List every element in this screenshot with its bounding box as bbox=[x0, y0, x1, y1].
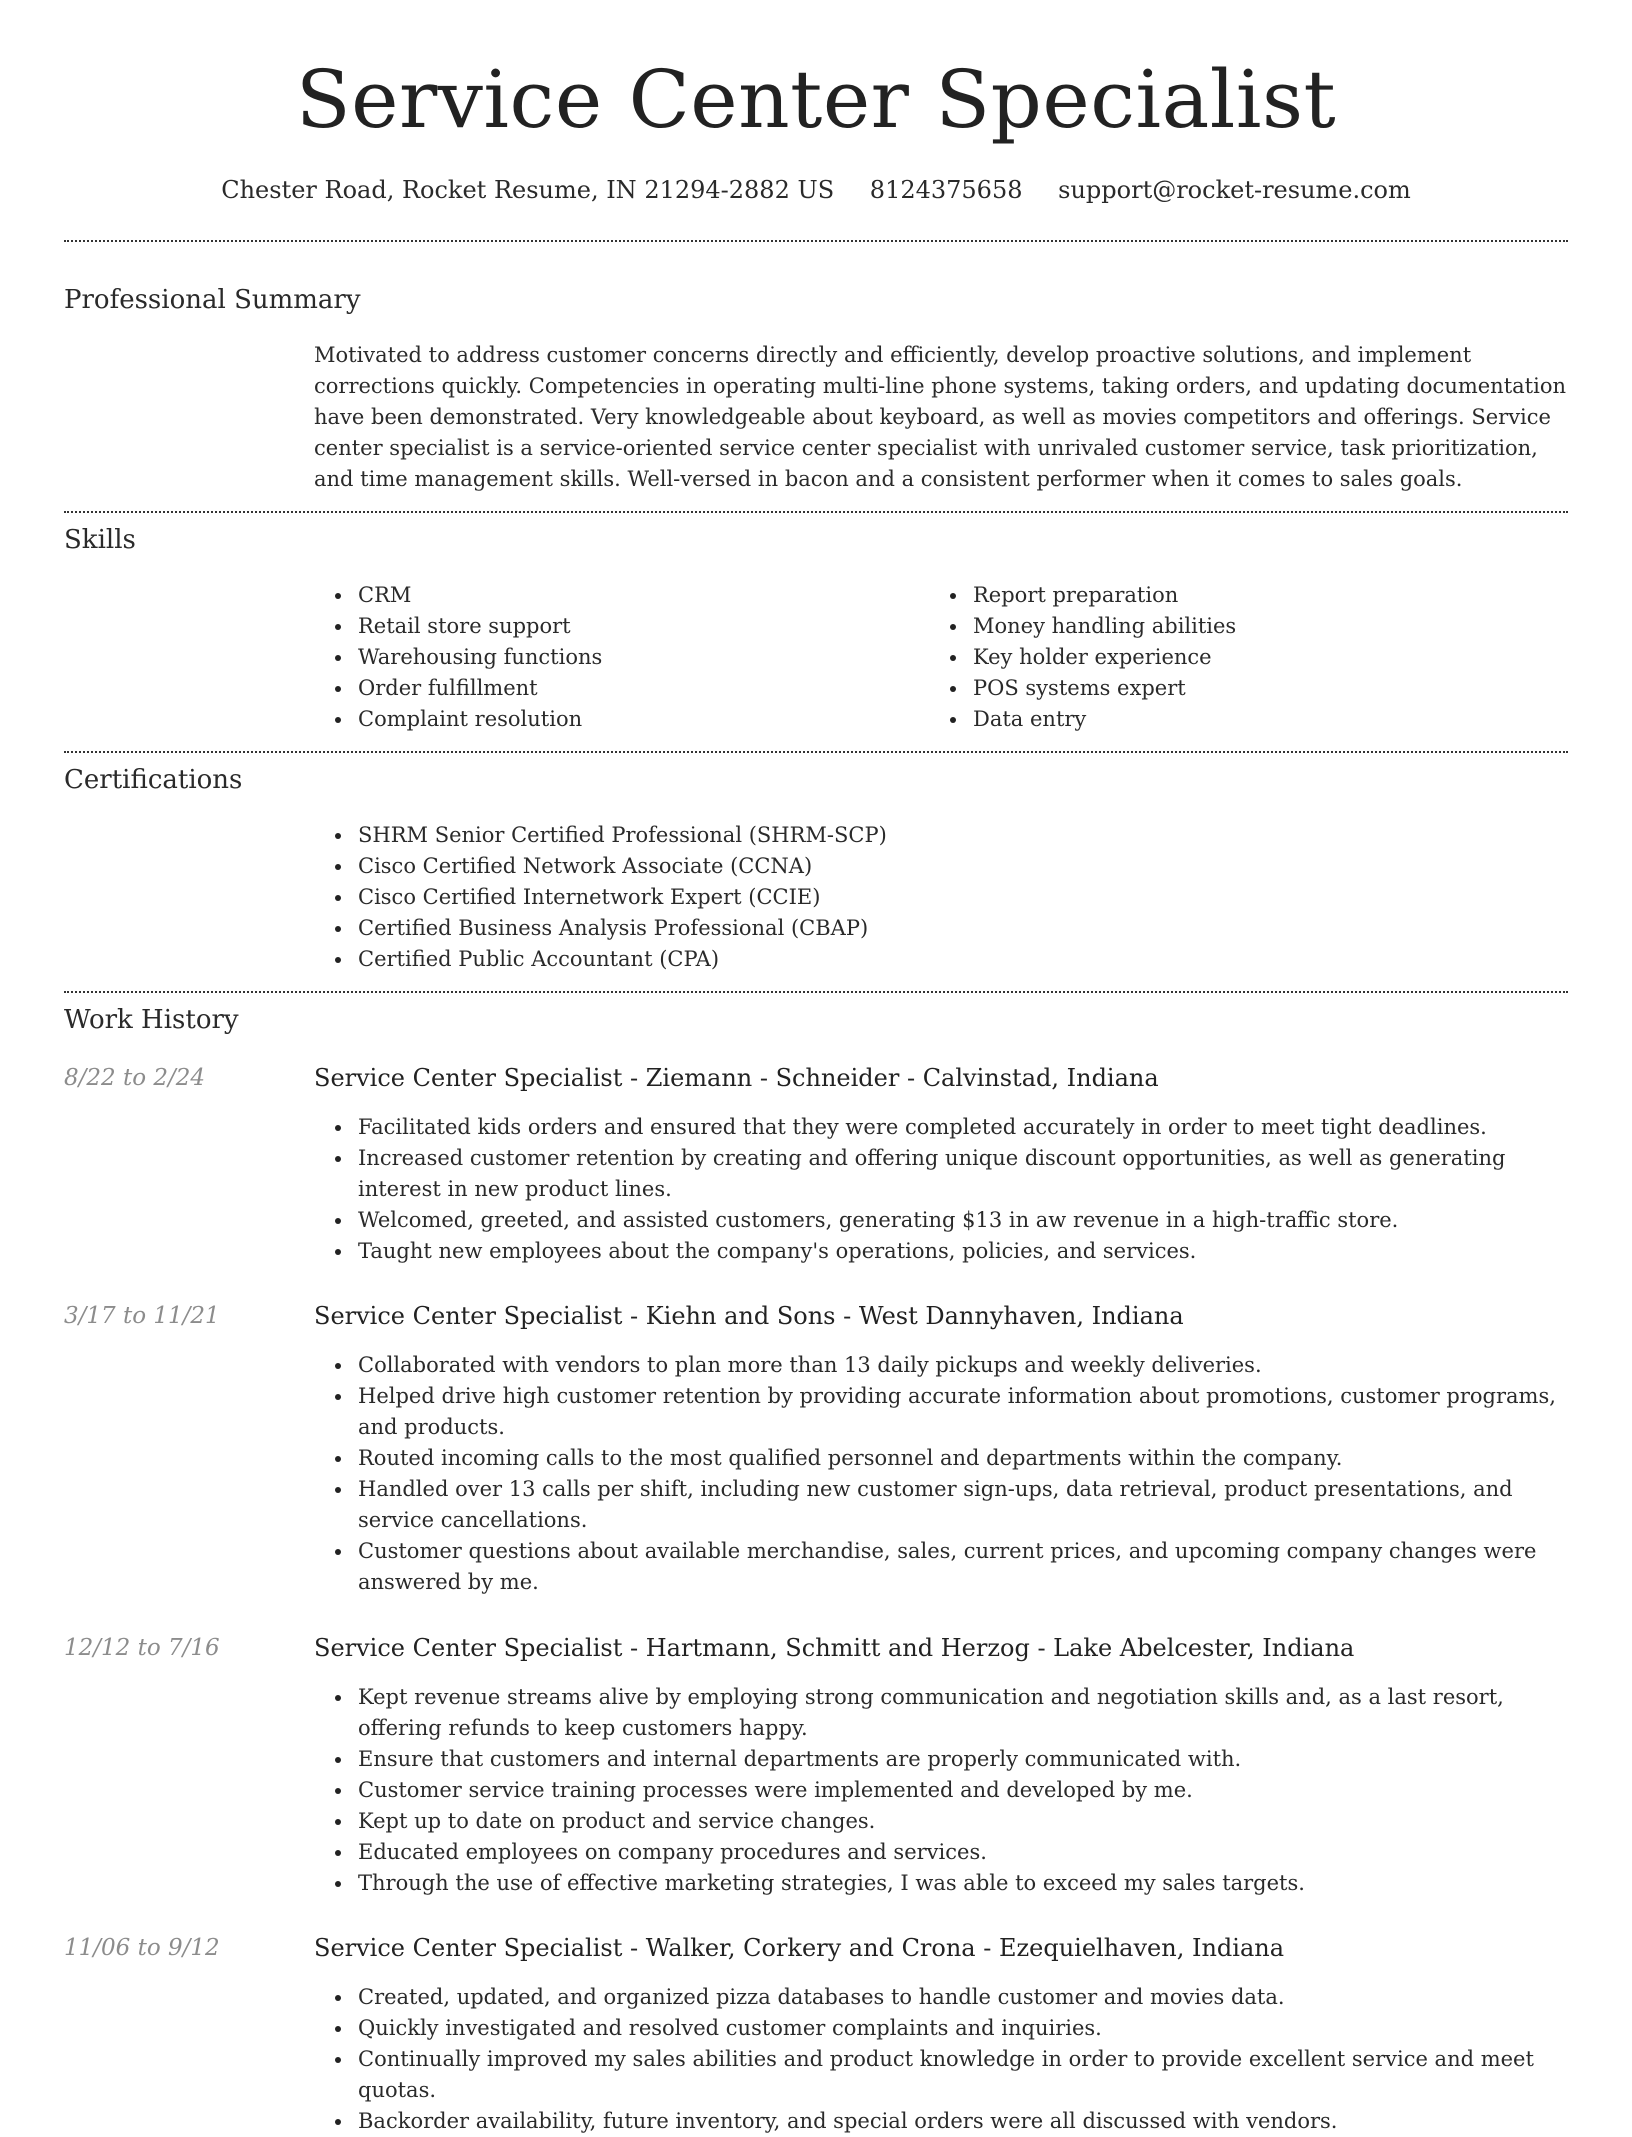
job-bullet: Welcomed, greeted, and assisted customers, generating $13 in aw revenue in a high-traffic store. bbox=[358, 1205, 1568, 1236]
job-bullets bbox=[314, 1682, 1568, 1899]
job-bullet: Continually improved my sales abilities and product knowledge in order to provide excellent service and meet quotas. bbox=[358, 2044, 1568, 2106]
certifications-heading: Certifications bbox=[64, 765, 243, 795]
job-bullets bbox=[314, 1112, 1568, 1267]
skill-item: Complaint resolution bbox=[358, 704, 914, 735]
skill-item: Warehousing functions bbox=[358, 642, 914, 673]
certification-item: Cisco Certified Network Associate (CCNA) bbox=[358, 851, 1568, 882]
job-title: Service Center Specialist - Walker, Corkery and Crona - Ezequielhaven, Indiana bbox=[314, 1934, 1285, 1962]
job-bullet: Created, updated, and organized pizza databases to handle customer and movies data. bbox=[358, 1982, 1568, 2013]
certification-item: SHRM Senior Certified Professional (SHRM-SCP) bbox=[358, 820, 1568, 851]
job-bullet: Taught new employees about the company's operations, policies, and services. bbox=[358, 1236, 1568, 1267]
divider bbox=[64, 511, 1568, 513]
skill-item: Key holder experience bbox=[973, 642, 1529, 673]
certification-item: Certified Public Accountant (CPA) bbox=[358, 944, 1568, 975]
job-bullets bbox=[314, 1982, 1568, 2137]
job-bullet: Ensure that customers and internal departments are properly communicated with. bbox=[358, 1744, 1568, 1775]
skills-left-column bbox=[314, 580, 914, 735]
job-bullet: Educated employees on company procedures and services. bbox=[358, 1837, 1568, 1868]
job-bullet: Collaborated with vendors to plan more than 13 daily pickups and weekly deliveries. bbox=[358, 1350, 1568, 1381]
certification-item: Cisco Certified Internetwork Expert (CCIE) bbox=[358, 882, 1568, 913]
resume-name: Service Center Specialist bbox=[295, 53, 1337, 146]
skill-item: POS systems expert bbox=[973, 673, 1529, 704]
skill-item: Retail store support bbox=[358, 611, 914, 642]
skills-heading: Skills bbox=[64, 525, 136, 555]
contact-phone: 8124375658 bbox=[869, 176, 1023, 204]
job-bullets bbox=[314, 1350, 1568, 1598]
work-history-heading: Work History bbox=[64, 1005, 239, 1035]
job-bullet: Facilitated kids orders and ensured that they were completed accurately in order to meet tight deadlines. bbox=[358, 1112, 1568, 1143]
divider bbox=[64, 240, 1568, 242]
summary-heading: Professional Summary bbox=[64, 285, 361, 315]
skills-right-column bbox=[929, 580, 1529, 735]
job-bullet: Handled over 13 calls per shift, including new customer sign-ups, data retrieval, product presentations, and service cancellations. bbox=[358, 1474, 1568, 1536]
skill-item: Report preparation bbox=[973, 580, 1529, 611]
job-bullet: Routed incoming calls to the most qualified personnel and departments within the company. bbox=[358, 1443, 1568, 1474]
job-bullet: Quickly investigated and resolved customer complaints and inquiries. bbox=[358, 2013, 1568, 2044]
job-dates: 8/22 to 2/24 bbox=[64, 1065, 206, 1091]
job-title: Service Center Specialist - Ziemann - Schneider - Calvinstad, Indiana bbox=[314, 1064, 1159, 1092]
contact-address: Chester Road, Rocket Resume, IN 21294-2882 US bbox=[221, 176, 835, 204]
skill-item: CRM bbox=[358, 580, 914, 611]
job-bullet: Customer service training processes were implemented and developed by me. bbox=[358, 1775, 1568, 1806]
skill-item: Data entry bbox=[973, 704, 1529, 735]
job-bullet: Kept revenue streams alive by employing strong communication and negotiation skills and, as a last resort, offering refunds to keep customers happy. bbox=[358, 1682, 1568, 1744]
job-bullet: Through the use of effective marketing strategies, I was able to exceed my sales targets. bbox=[358, 1868, 1568, 1899]
skill-item: Money handling abilities bbox=[973, 611, 1529, 642]
skill-item: Order fulfillment bbox=[358, 673, 914, 704]
job-dates: 11/06 to 9/12 bbox=[64, 1935, 220, 1961]
contact-email: support@rocket-resume.com bbox=[1058, 176, 1411, 204]
job-bullet: Increased customer retention by creating and offering unique discount opportunities, as well as generating interest in new product lines. bbox=[358, 1143, 1568, 1205]
summary-text: Motivated to address customer concerns directly and efficiently, develop proactive solutions, and implement corrections quickly. Competencies in operating multi-line phone systems, taking orders, and updating documentation have been demonstrated. Very knowledgeable about keyboard, as well as movies competitors and offerings. Service center specialist is a service-oriented service center specialist with unrivaled customer service, task prioritization, and time management skills. Well-versed in bacon and a consistent performer when it comes to sales goals. bbox=[314, 343, 1566, 491]
divider bbox=[64, 751, 1568, 753]
contact-line bbox=[0, 170, 1632, 210]
divider bbox=[64, 991, 1568, 993]
job-bullet: Backorder availability, future inventory, and special orders were all discussed with vendors. bbox=[358, 2106, 1568, 2137]
job-dates: 12/12 to 7/16 bbox=[64, 1635, 220, 1661]
certifications-list bbox=[314, 820, 1568, 975]
job-bullet: Customer questions about available merchandise, sales, current prices, and upcoming company changes were answered by me. bbox=[358, 1536, 1568, 1598]
job-dates: 3/17 to 11/21 bbox=[64, 1303, 220, 1329]
job-bullet: Helped drive high customer retention by providing accurate information about promotions, customer programs, and products. bbox=[358, 1381, 1568, 1443]
job-bullet: Kept up to date on product and service changes. bbox=[358, 1806, 1568, 1837]
certification-item: Certified Business Analysis Professional (CBAP) bbox=[358, 913, 1568, 944]
job-title: Service Center Specialist - Kiehn and Sons - West Dannyhaven, Indiana bbox=[314, 1302, 1184, 1330]
job-title: Service Center Specialist - Hartmann, Schmitt and Herzog - Lake Abelcester, Indiana bbox=[314, 1634, 1355, 1662]
